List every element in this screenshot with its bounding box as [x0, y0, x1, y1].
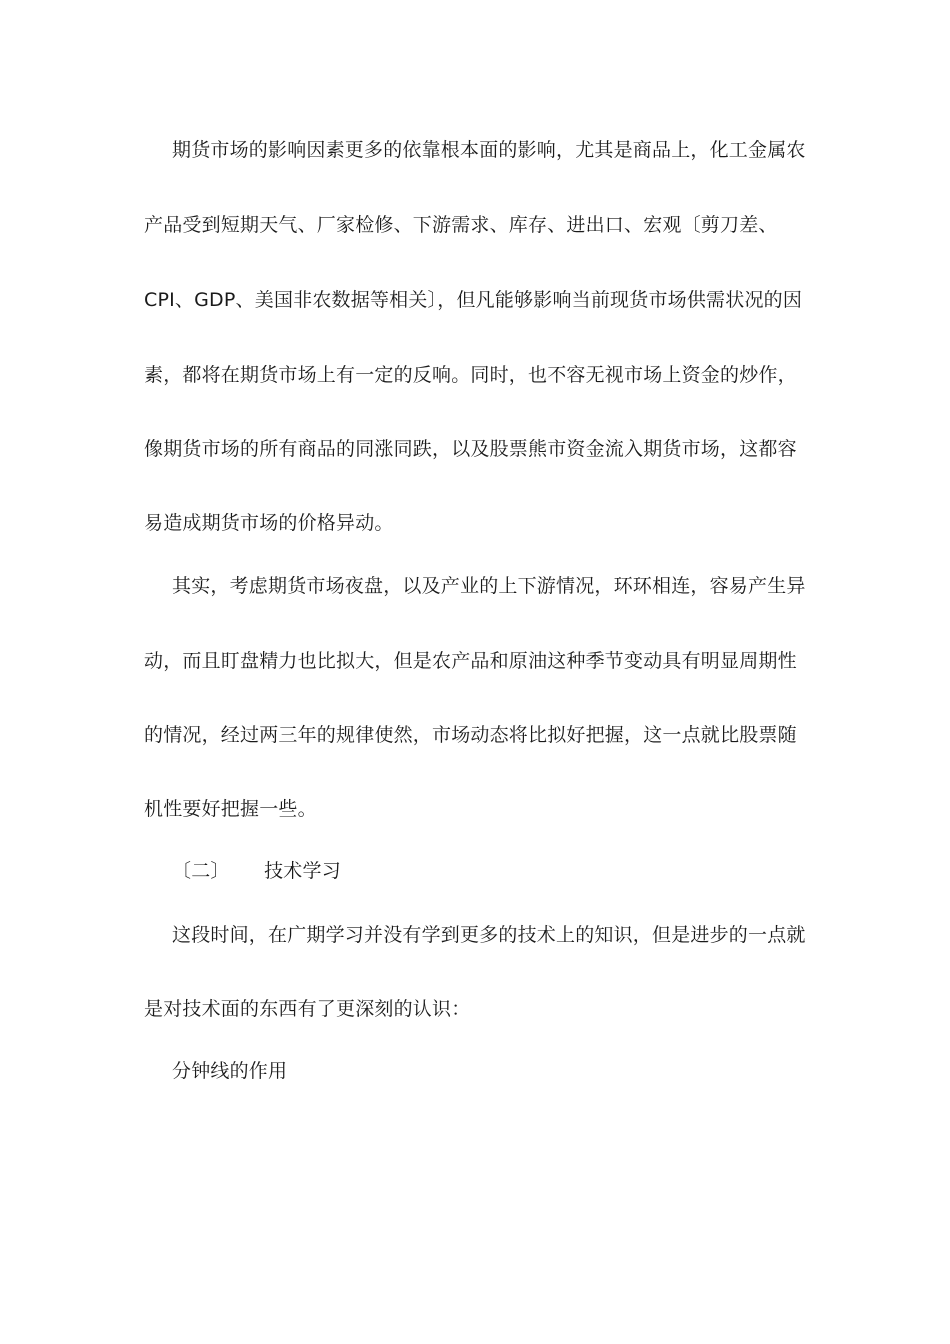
section-number: 〔二〕	[172, 860, 230, 882]
paragraph-line: 易造成期货市场的价格异动。	[144, 512, 394, 534]
subheading: 分钟线的作用	[172, 1060, 288, 1082]
paragraph-line: 是对技术面的东西有了更深刻的认识：	[144, 998, 471, 1020]
section-heading	[172, 859, 341, 883]
paragraph-line: 像期货市场的所有商品的同涨同跌，以及股票熊市资金流入期货市场，这都容	[144, 438, 797, 460]
paragraph-line: 这段时间，在广期学习并没有学到更多的技术上的知识，但是进步的一点就	[172, 924, 806, 946]
paragraph-line: 的情况，经过两三年的规律使然，市场动态将比拟好把握，这一点就比股票随	[144, 724, 797, 746]
section-title: 技术学习	[264, 860, 341, 882]
paragraph-line: 其实，考虑期货市场夜盘，以及产业的上下游情况，环环相连，容易产生异	[172, 575, 806, 597]
paragraph-line: 动，而且盯盘精力也比拟大，但是农产品和原油这种季节变动具有明显周期性	[144, 650, 797, 672]
paragraph-line: 机性要好把握一些。	[144, 798, 317, 820]
paragraph-line: CPI、GDP、美国非农数据等相关〕，但凡能够影响当前现货市场供需状况的因	[144, 289, 803, 311]
paragraph-line: 期货市场的影响因素更多的依靠根本面的影响，尤其是商品上，化工金属农	[172, 139, 806, 161]
paragraph-line: 素，都将在期货市场上有一定的反响。同时，也不容无视市场上资金的炒作，	[144, 364, 797, 386]
paragraph-line: 产品受到短期天气、厂家检修、下游需求、库存、进出口、宏观〔剪刀差、	[144, 214, 778, 236]
